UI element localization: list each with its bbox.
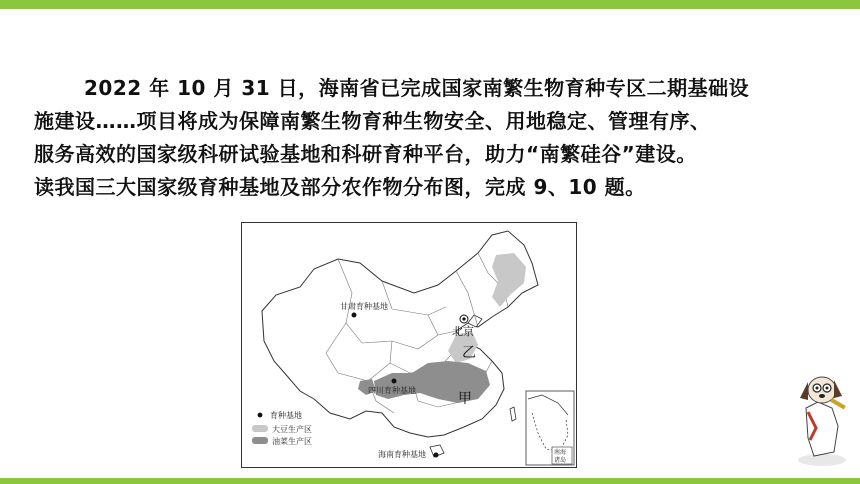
inset-label-line1: 南海 bbox=[554, 449, 567, 456]
hainan-base-dot bbox=[434, 453, 439, 458]
inset-label-line2: 诸岛 bbox=[554, 457, 567, 464]
legend-soybean-swatch bbox=[252, 425, 268, 432]
legend-label-soybean: 大豆生产区 bbox=[272, 425, 312, 434]
top-accent-bar bbox=[0, 0, 860, 9]
gansu-base-dot bbox=[352, 313, 357, 318]
taiwan-island bbox=[510, 407, 516, 421]
south-sea-inset bbox=[526, 391, 574, 465]
label-beijing: 北京 bbox=[452, 325, 474, 338]
passage-line: 施建设……项目将成为保障南繁生物育种生物安全、用地稳定、管理有序、 bbox=[34, 109, 711, 133]
passage-line: 读我国三大国家级育种基地及部分农作物分布图，完成 9、10 题。 bbox=[34, 175, 646, 199]
map-svg bbox=[242, 223, 576, 467]
label-sichuan: 四川育种基地 bbox=[368, 386, 416, 395]
legend-label-base: 育种基地 bbox=[270, 411, 302, 420]
label-hainan: 海南育种基地 bbox=[378, 450, 426, 459]
label-yi: 乙 bbox=[462, 345, 476, 361]
question-passage bbox=[34, 72, 824, 204]
legend-label-rapeseed: 油菜生产区 bbox=[272, 437, 312, 446]
dog-mascot-illustration bbox=[788, 368, 854, 468]
sichuan-base-dot bbox=[392, 379, 397, 384]
legend-rapeseed-swatch bbox=[252, 437, 268, 444]
legend-dot-symbol bbox=[258, 413, 263, 418]
china-breeding-base-map bbox=[241, 222, 577, 468]
passage-line: 服务高效的国家级科研试验基地和科研育种平台，助力“南繁硅谷”建设。 bbox=[34, 142, 697, 166]
bottom-accent-bar bbox=[0, 478, 860, 484]
label-gansu: 甘肃育种基地 bbox=[340, 302, 388, 311]
map-legend bbox=[252, 410, 312, 446]
label-jia: 甲 bbox=[458, 391, 472, 407]
beijing-dot bbox=[462, 317, 465, 320]
passage-line: 2022 年 10 月 31 日，海南省已完成国家南繁生物育种专区二期基础设 bbox=[84, 76, 750, 100]
